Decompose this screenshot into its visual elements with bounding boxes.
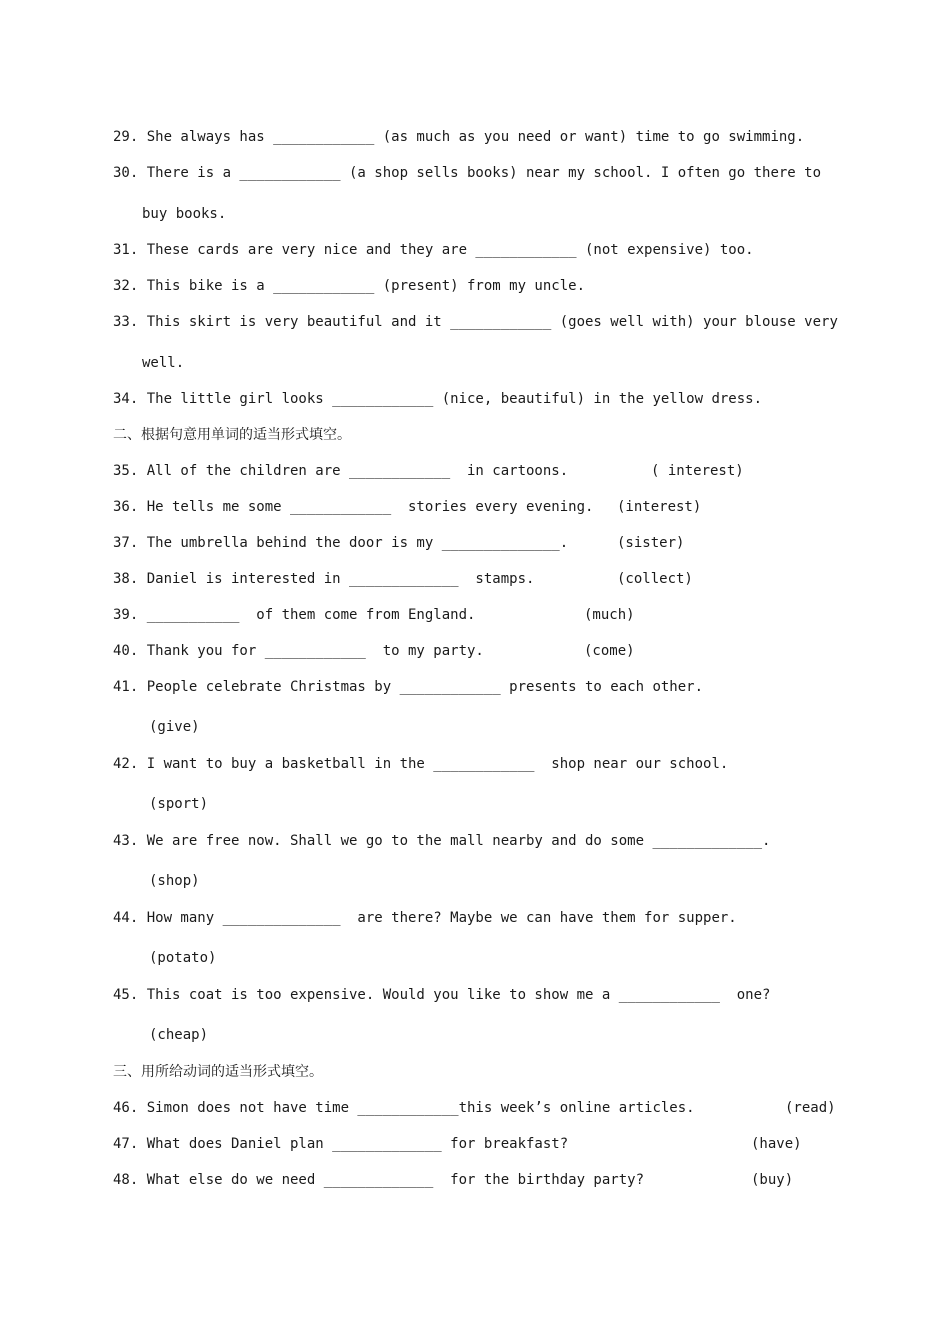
question-39-hint: (much): [584, 607, 635, 623]
question-42-hint: (sport): [149, 796, 209, 812]
question-36: 36. He tells me some ____________ stories every evening.: [113, 499, 594, 515]
question-47: 47. What does Daniel plan _____________ for breakfast?: [113, 1136, 569, 1152]
question-34: 34. The little girl looks ____________ (nice, beautiful) in the yellow dress.: [113, 391, 763, 407]
question-44: 44. How many ______________ are there? Maybe we can have them for supper.: [113, 910, 737, 926]
question-45-hint: (cheap): [149, 1027, 209, 1043]
question-46-hint: (read): [785, 1100, 836, 1116]
question-42: 42. I want to buy a basketball in the ____________ shop near our school.: [113, 756, 729, 772]
question-47-hint: (have): [751, 1136, 802, 1152]
question-41-hint: (give): [149, 719, 200, 735]
question-38: 38. Daniel is interested in _____________ stamps.: [113, 571, 535, 587]
question-35-hint: ( interest): [651, 463, 744, 479]
question-30: 30. There is a ____________ (a shop sells books) near my school. I often go there to: [113, 165, 822, 181]
question-39: 39. ___________ of them come from England.: [113, 607, 476, 623]
question-33: 33. This skirt is very beautiful and it ____________ (goes well with) your blouse very: [113, 314, 838, 330]
question-44-hint: (potato): [149, 950, 217, 966]
question-43: 43. We are free now. Shall we go to the mall nearby and do some _____________.: [113, 833, 771, 849]
question-35: 35. All of the children are ____________ in cartoons.: [113, 463, 569, 479]
question-31: 31. These cards are very nice and they are ____________ (not expensive) too.: [113, 242, 754, 258]
question-37-hint: (sister): [617, 535, 685, 551]
question-29: 29. She always has ____________ (as much as you need or want) time to go swimming.: [113, 129, 805, 145]
question-48: 48. What else do we need _____________ for the birthday party?: [113, 1172, 645, 1188]
question-40: 40. Thank you for ____________ to my party.: [113, 643, 484, 659]
question-41: 41. People celebrate Christmas by ____________ presents to each other.: [113, 679, 704, 695]
section-3-heading: 三、用所给动词的适当形式填空。: [113, 1064, 323, 1080]
question-48-hint: (buy): [751, 1172, 794, 1188]
question-30-continued: buy books.: [142, 206, 227, 222]
question-33-continued: well.: [142, 355, 185, 371]
question-43-hint: (shop): [149, 873, 200, 889]
question-32: 32. This bike is a ____________ (present) from my uncle.: [113, 278, 586, 294]
question-37: 37. The umbrella behind the door is my ______________.: [113, 535, 569, 551]
question-40-hint: (come): [584, 643, 635, 659]
question-36-hint: (interest): [617, 499, 702, 515]
section-2-heading: 二、根据句意用单词的适当形式填空。: [113, 427, 351, 443]
question-46: 46. Simon does not have time ____________this week’s online articles.: [113, 1100, 695, 1116]
question-38-hint: (collect): [617, 571, 693, 587]
question-45: 45. This coat is too expensive. Would you like to show me a ____________ one?: [113, 987, 771, 1003]
